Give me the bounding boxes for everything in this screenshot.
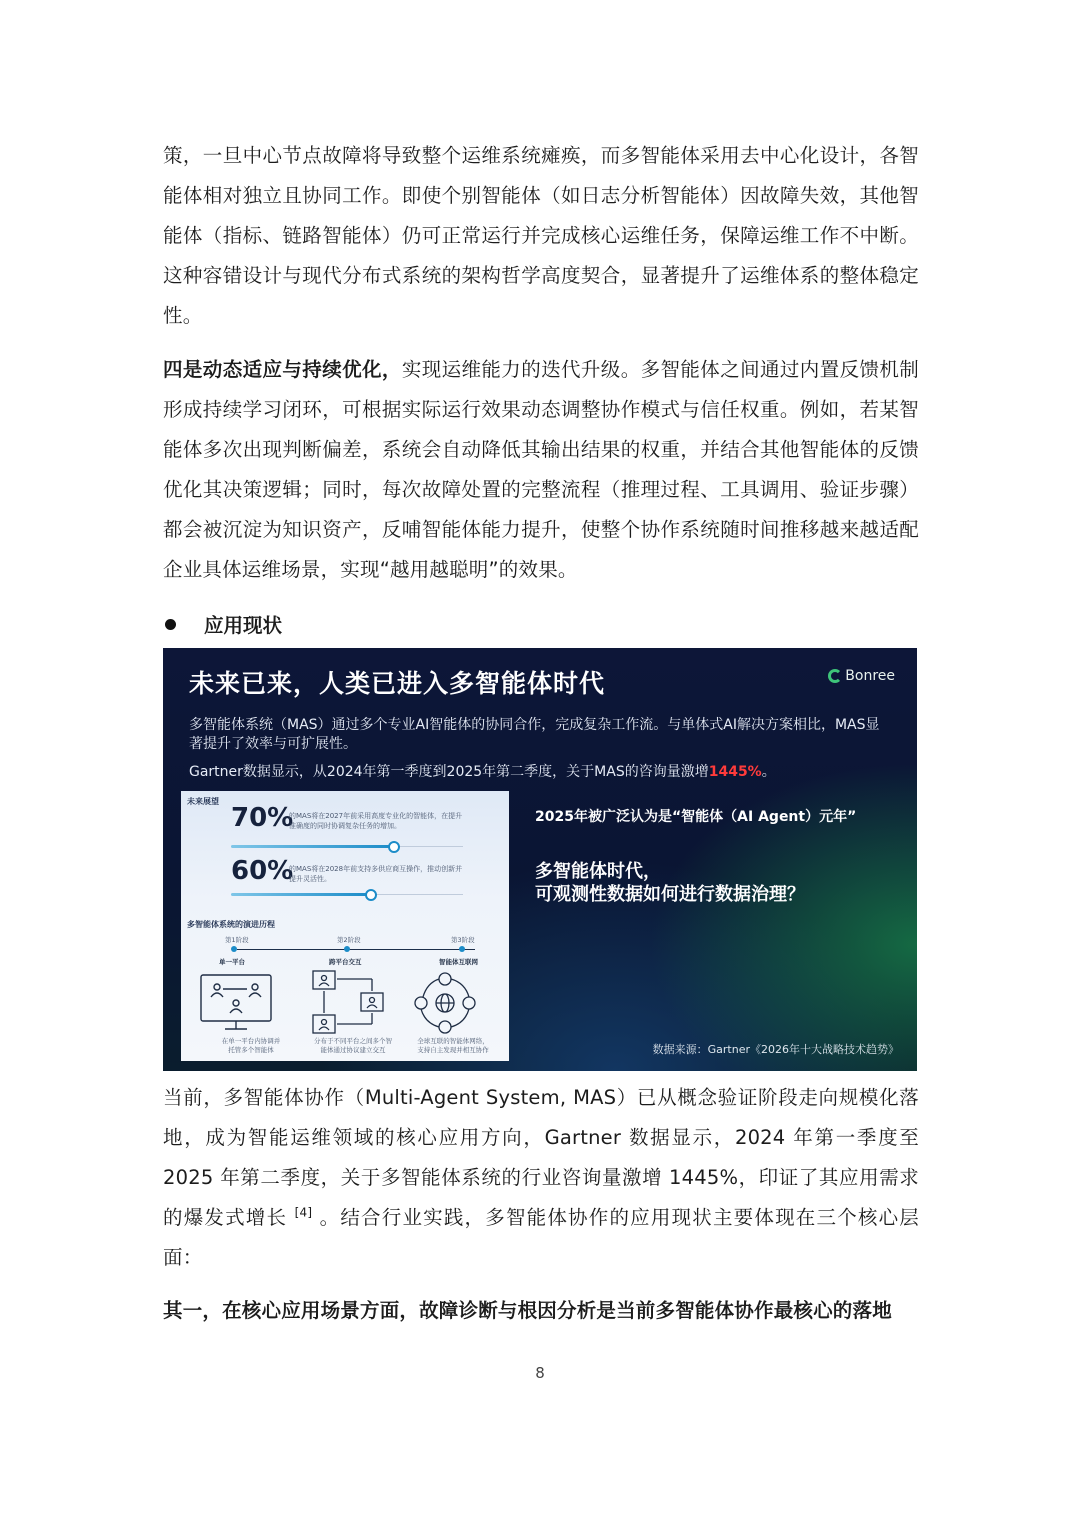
stage2-caption: 分布于不同平台之间多个智 能体通过协议建立交互 (314, 1037, 392, 1054)
stage3-name: 智能体互联网 (439, 958, 478, 966)
stat2-percent: 60% (231, 856, 294, 886)
stage3-caption: 全球互联的智能体网络， 支持自主发现并相互协作 (417, 1037, 489, 1054)
stage3-dot (459, 946, 465, 952)
banner-description: 多智能体系统（MAS）通过多个专业AI智能体的协同合作，完成复杂工作流。与单体式AI解决方案相比，MAS显著提升了效率与可扩展性。 (189, 717, 880, 752)
stage-timeline (237, 949, 475, 950)
paragraph-fault-tolerance (163, 136, 919, 336)
cross-platform-icon (313, 971, 383, 1033)
paragraph-lead-bold: 四是动态适应与持续优化， (163, 358, 402, 381)
bullet-dot-icon (165, 619, 176, 630)
section-bullet (163, 604, 282, 644)
stage1-step: 第1阶段 (225, 936, 249, 944)
agent-internet-globe-icon (415, 973, 475, 1033)
stage2-step: 第2阶段 (337, 936, 361, 944)
question-line-1: 多智能体时代， (535, 861, 661, 882)
section-heading: 应用现状 (204, 614, 283, 637)
paragraph-current-status (163, 1078, 919, 1278)
paragraph-first-point (163, 1291, 919, 1331)
paragraph-text: 策，一旦中心节点故障将导致整个运维系统瘫痪，而多智能体采用去中心化设计，各智能体相对独立且协同工作。即使个别智能体（如日志分析智能体）因故障失效，其他智能体（指标、链路智能体）仍可正常运行并完成核心运维任务，保障运维工作不中断。这种容错设计与现代分布式系统的架构哲学高度契合，显著提升了运维体系的整体稳定性。 (163, 144, 919, 327)
stage1-dot (231, 946, 237, 952)
stat1-bar (231, 845, 393, 848)
governance-question (535, 860, 805, 906)
outlook-tag: 未来展望 (187, 797, 219, 806)
evolution-title: 多智能体系统的演进历程 (187, 920, 275, 929)
banner-stat (189, 761, 776, 781)
stage2-dot (344, 946, 350, 952)
stat-text: Gartner数据显示，从2024年第一季度到2025年第二季度，关于MAS的咨询量激增 (189, 764, 709, 780)
paragraph-text: 实现运维能力的迭代升级。多智能体之间通过内置反馈机制形成持续学习闭环，可根据实际运行效果动态调整协作模式与信任权重。例如，若某智能体多次出现判断偏差，系统会自动降低其输出结果的权重，并结合其他智能体的反馈优化其决策逻辑；同时，每次故障处置的完整流程（推理过程、工具调用、验证步骤）都会被沉淀为知识资产，反哺智能体能力提升，使整个协作系统随时间推移越来越适配企业具体运维场景，实现“越用越聪明”的效果。 (163, 358, 920, 581)
stat2-note: 的MAS将在2028年前支持多供应商互操作，推动创新并提升灵活性。 (289, 865, 463, 883)
agent-year-statement: 2025年被广泛认为是“智能体（AI Agent）元年” (535, 809, 857, 825)
bonree-logo-icon (828, 669, 842, 683)
stat-highlight: 1445% (708, 764, 762, 780)
stat2-knob (365, 889, 377, 901)
stat-suffix: 。 (761, 764, 776, 780)
stage2-name: 跨平台交互 (329, 958, 362, 966)
paragraph-bold-text: 其一，在核心应用场景方面，故障诊断与根因分析是当前多智能体协作最核心的落地 (163, 1299, 892, 1322)
stat2-bar (231, 893, 370, 896)
data-source: 数据来源：Gartner《2026年十大战略技术趋势》 (652, 1043, 899, 1056)
stat1-knob (388, 841, 400, 853)
stat1-note: 的MAS将在2027年前采用高度专业化的智能体，在提升准确度的同时协调复杂任务的增加。 (289, 812, 463, 830)
logo-text: Bonree (845, 668, 895, 684)
citation-ref: [4] (294, 1205, 313, 1220)
stat1-percent: 70% (231, 803, 294, 833)
mas-banner-figure (163, 648, 917, 1071)
stage1-caption: 在单一平台内协调并 托管多个智能体 (221, 1037, 281, 1054)
single-platform-monitor-icon (201, 975, 271, 1029)
banner-title: 未来已来，人类已进入多智能体时代 (189, 669, 606, 698)
stage1-name: 单一平台 (219, 958, 245, 966)
stage3-step: 第3阶段 (451, 936, 475, 944)
page-number: 8 (535, 1364, 545, 1382)
brand-logo (828, 668, 895, 684)
question-line-2: 可观测性数据如何进行数据治理？ (535, 884, 805, 905)
paragraph-dynamic-adaptation (163, 350, 919, 590)
paragraph-text-cont: 。结合行业实践，多智能体协作的应用现状主要体现在三个核心层面： (163, 1206, 919, 1269)
future-outlook-panel (181, 791, 509, 1061)
paragraph-text: 当前，多智能体协作（Multi-Agent System, MAS）已从概念验证阶段走向规模化落地，成为智能运维领域的核心应用方向，Gartner 数据显示，2024 年第一季度至 2025 年第二季度，关于多智能体系统的行业咨询量激增 1445%，印证了其应用需求的爆发式增长 (163, 1086, 919, 1229)
